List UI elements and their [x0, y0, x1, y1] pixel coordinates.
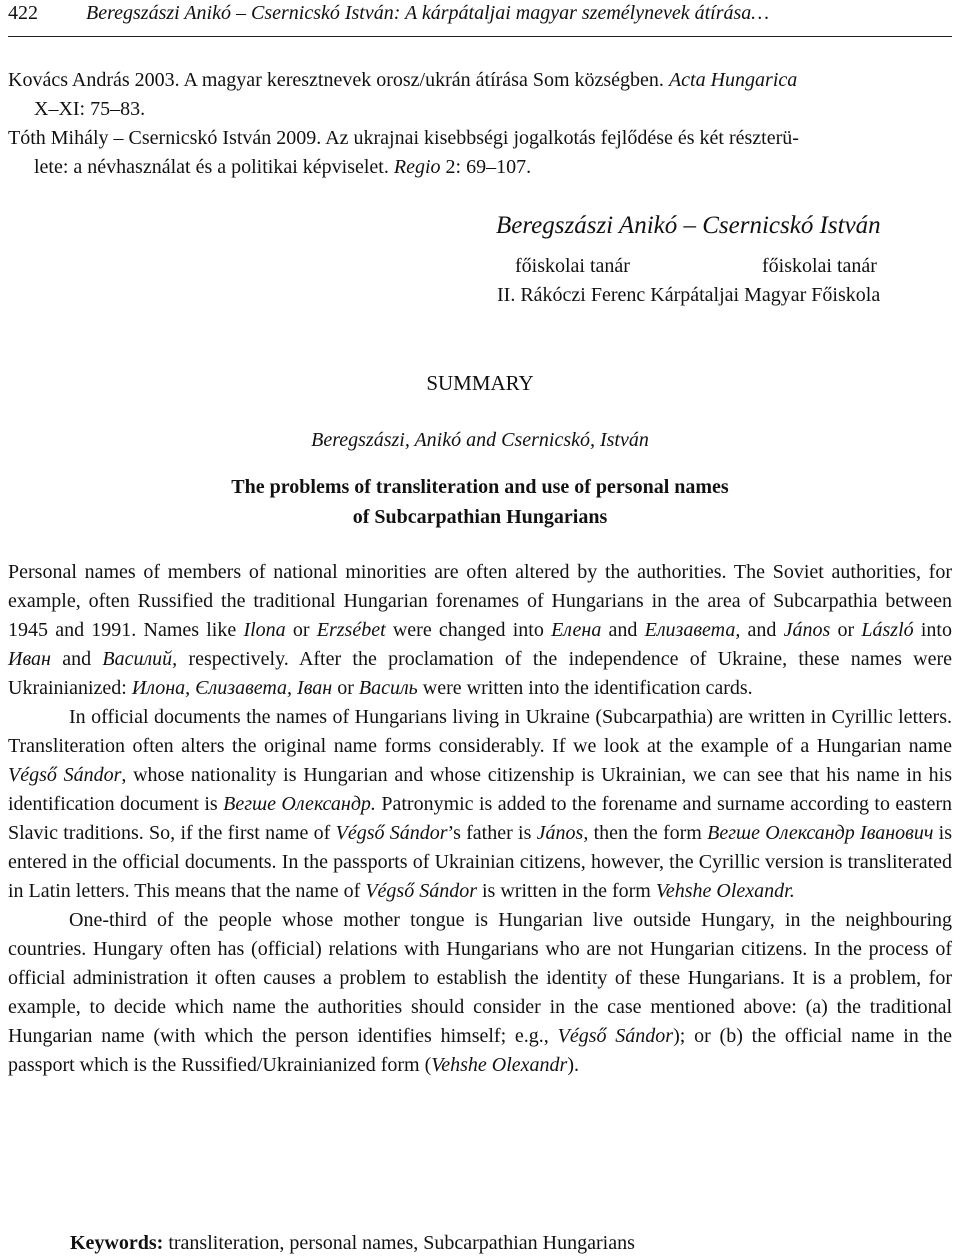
summary-paper-title	[0, 472, 960, 532]
italic-term: Ilona	[243, 619, 286, 641]
body-text-run: Patronymic is added to the forename and surname according to eastern Slavic traditions. So, if the first name of	[8, 793, 953, 844]
italic-term: Василий,	[102, 648, 178, 670]
italic-term: Vehshe Olexandr.	[655, 880, 795, 902]
reference-list	[8, 66, 952, 182]
italic-term: Végső Sándor	[365, 880, 477, 902]
summary-authors: Beregszászi, Anikó and Csernicskó, István	[311, 429, 649, 451]
body-text-run: and	[740, 619, 784, 641]
italic-term: Елизавета,	[644, 619, 741, 641]
body-paragraph	[8, 558, 952, 703]
body-text-run: and	[50, 648, 103, 670]
italic-term: Végső Sándor	[8, 764, 122, 786]
italic-term: Вегше Олександр Іванович	[707, 822, 934, 844]
author-institution: II. Rákóczi Ferenc Kárpátaljai Magyar Főiskola	[497, 284, 881, 306]
reference-continuation	[8, 153, 952, 182]
body-paragraph	[8, 906, 952, 1080]
body-text-run: Personal names of members of national minorities are often altered by the authorities. The Soviet authorities, for example, often Russified the traditional Hungarian forenames of Hungarians in the area of Subcarpathia between 1945 and 1991. Names like	[8, 561, 952, 641]
body-text-run: into	[913, 619, 952, 641]
paper-title-line: The problems of transliteration and use of personal names	[231, 476, 729, 498]
body-text-run: then the form	[588, 822, 708, 844]
italic-term: János,	[536, 822, 589, 844]
body-text-run: respectively. After the proclamation of the independence of Ukraine, these names were Ukrainianized:	[8, 648, 952, 699]
body-text-run: and	[601, 619, 645, 641]
running-header	[8, 0, 952, 37]
body-text-run: or	[332, 677, 359, 699]
body-text-run: or	[830, 619, 862, 641]
reference-item	[8, 124, 952, 182]
reference-continuation: X–XI: 75–83.	[34, 98, 146, 120]
summary-body	[8, 558, 952, 1080]
italic-term: Иван	[8, 648, 51, 670]
italic-term: Илона, Єлизавета, Іван	[131, 677, 333, 699]
keywords-label: Keywords:	[70, 1232, 164, 1254]
paper-title-line: of Subcarpathian Hungarians	[352, 506, 608, 528]
italic-term: Вегше Олександр.	[223, 793, 376, 815]
author-role: főiskolai tanár	[515, 255, 630, 277]
body-text-run: were changed into	[385, 619, 552, 641]
italic-term: Vehshe Olexandr	[431, 1054, 568, 1076]
running-title: Beregszászi Anikó – Csernicskó István: A kárpátaljai magyar személynevek átírása…	[86, 2, 770, 24]
body-text-run: is written in the form	[477, 880, 656, 902]
keywords-value: transliteration, personal names, Subcarpathian Hungarians	[163, 1232, 635, 1254]
italic-term: Елена	[551, 619, 602, 641]
reference-pages: 2: 69–107.	[440, 156, 532, 178]
reference-text: Kovács András 2003. A magyar keresztnevek orosz/ukrán átírása Som községben.	[8, 69, 669, 91]
body-text-run: ); or (b) the official name in the passport which is the Russified/Ukrainianized form (	[8, 1025, 952, 1076]
italic-term: László	[861, 619, 914, 641]
body-text-run: or	[285, 619, 317, 641]
body-text-run: One-third of the people whose mother tongue is Hungarian live outside Hungary, in the neighbouring countries. Hungary often has (official) relations with Hungarians who are not Hungarian citizens. In the process of official administration it often causes a problem to establish the identity of these Hungarians. It is a problem, for example, to decide which name the authorities should consider in the case mentioned above: (a) the traditional Hungarian name (with which the person identifies himself; e.g.,	[8, 909, 952, 1047]
keywords-line	[70, 1232, 635, 1255]
italic-term: Végső Sándor	[557, 1025, 674, 1047]
italic-term: Василь	[358, 677, 418, 699]
body-text-run: , whose nationality is Hungarian and whose citizenship is Ukrainian, we can see that his name in his identification document is	[8, 764, 952, 815]
author-names: Beregszászi Anikó – Csernicskó István	[496, 212, 881, 239]
body-text-run: ).	[567, 1054, 579, 1076]
body-text-run: ’s father is	[447, 822, 537, 844]
reference-text: Tóth Mihály – Csernicskó István 2009. Az ukrajnai kisebbségi jogalkotás fejlődése és két részterü-	[8, 127, 799, 149]
italic-term: János	[783, 619, 831, 641]
reference-text: lete: a névhasználat és a politikai képviselet.	[34, 156, 394, 178]
summary-heading: SUMMARY	[426, 371, 534, 395]
body-text-run: In official documents the names of Hungarians living in Ukraine (Subcarpathia) are written in Cyrillic letters. Transliteration often alters the original name forms considerably. If we look at the example of a Hungarian name	[8, 706, 952, 757]
journal-title: Acta Hungarica	[668, 69, 798, 91]
author-role: főiskolai tanár	[762, 255, 877, 277]
body-text-run: is entered in the official documents. In the passports of Ukrainian citizens, however, the Cyrillic version is transliterated in Latin letters. This means that the name of	[8, 822, 953, 902]
body-text-run: were written into the identification cards.	[417, 677, 753, 699]
reference-item	[8, 66, 952, 124]
body-paragraph	[8, 703, 952, 906]
italic-term: Végső Sándor	[335, 822, 448, 844]
italic-term: Erzsébet	[316, 619, 386, 641]
journal-title: Regio	[393, 156, 441, 178]
page-number: 422	[8, 2, 38, 24]
